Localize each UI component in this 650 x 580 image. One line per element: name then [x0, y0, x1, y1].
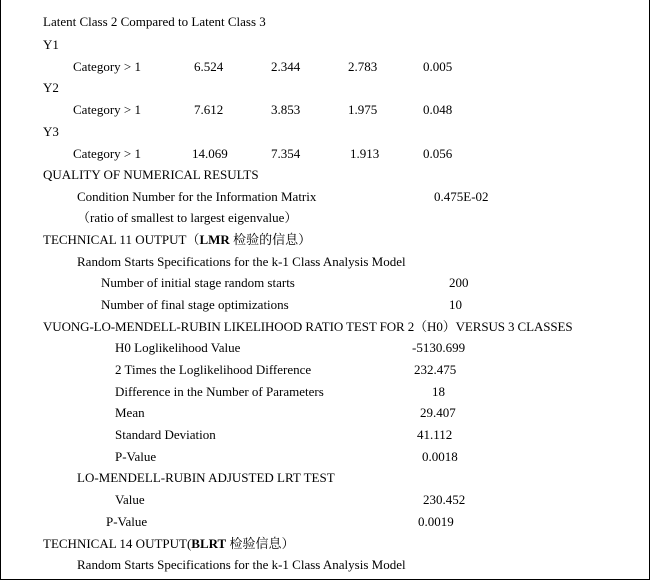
technical-14-suffix: 检验信息） — [226, 536, 295, 551]
est-se-value: 2.783 — [348, 59, 378, 74]
initial-starts-value: 200 — [449, 275, 469, 290]
p-value-value: 0.0018 — [422, 449, 458, 464]
condition-number-value: 0.475E-02 — [434, 189, 489, 204]
category-label: Category > 1 — [73, 146, 141, 161]
h0-loglikelihood-value: -5130.699 — [412, 340, 466, 355]
estimate-value: 7.612 — [194, 102, 224, 117]
adjusted-value-label: Value — [115, 492, 145, 507]
adjusted-p-value-label: P-Value — [106, 514, 148, 529]
quality-heading: QUALITY OF NUMERICAL RESULTS — [43, 167, 259, 182]
adjusted-p-value-value: 0.0019 — [418, 514, 454, 529]
ratio-note: （ratio of smallest to largest eigenvalue） — [77, 210, 298, 225]
category-label: Category > 1 — [73, 59, 141, 74]
technical-11-suffix: 检验的信息） — [229, 232, 312, 247]
sd-value: 41.112 — [417, 427, 453, 442]
technical-14-heading — [43, 536, 295, 552]
condition-number-label: Condition Number for the Information Matrix — [77, 189, 317, 204]
se-value: 2.344 — [271, 59, 301, 74]
p-value: 0.048 — [423, 102, 453, 117]
technical-11-prefix: TECHNICAL 11 OUTPUT（ — [43, 232, 200, 247]
final-optimizations-label: Number of final stage optimizations — [101, 297, 289, 312]
se-value: 7.354 — [271, 146, 301, 161]
p-value-label: P-Value — [115, 449, 157, 464]
adjusted-value-value: 230.452 — [423, 492, 466, 507]
technical-14-prefix: TECHNICAL 14 OUTPUT( — [43, 536, 192, 551]
adjusted-lrt-heading: LO-MENDELL-RUBIN ADJUSTED LRT TEST — [77, 470, 335, 485]
final-optimizations-value: 10 — [449, 297, 462, 312]
p-value: 0.005 — [423, 59, 453, 74]
estimate-value: 14.069 — [192, 146, 228, 161]
loglikelihood-diff-label: 2 Times the Loglikelihood Difference — [115, 362, 312, 377]
loglikelihood-diff-value: 232.475 — [414, 362, 457, 377]
sd-label: Standard Deviation — [115, 427, 216, 442]
estimate-value: 6.524 — [194, 59, 224, 74]
variable-label-y2: Y2 — [43, 80, 59, 95]
se-value: 3.853 — [271, 102, 301, 117]
vlmr-heading: VUONG-LO-MENDELL-RUBIN LIKELIHOOD RATIO TEST FOR 2（H0）VERSUS 3 CLASSES — [43, 319, 573, 334]
random-starts-spec: Random Starts Specifications for the k-1 Class Analysis Model — [77, 557, 406, 572]
random-starts-spec: Random Starts Specifications for the k-1 Class Analysis Model — [77, 254, 406, 269]
technical-11-heading — [43, 232, 311, 248]
h0-loglikelihood-label: H0 Loglikelihood Value — [115, 340, 241, 355]
param-diff-label: Difference in the Number of Parameters — [115, 384, 324, 399]
p-value: 0.056 — [423, 146, 453, 161]
mean-label: Mean — [115, 405, 145, 420]
variable-label-y1: Y1 — [43, 37, 59, 52]
blrt-label: BLRT — [191, 536, 227, 551]
mean-value: 29.407 — [420, 405, 456, 420]
param-diff-value: 18 — [432, 384, 445, 399]
lmr-label: LMR — [199, 232, 230, 247]
est-se-value: 1.975 — [348, 102, 378, 117]
section-heading: Latent Class 2 Compared to Latent Class 3 — [43, 14, 266, 29]
est-se-value: 1.913 — [350, 146, 380, 161]
variable-label-y3: Y3 — [43, 124, 59, 139]
initial-starts-label: Number of initial stage random starts — [101, 275, 295, 290]
category-label: Category > 1 — [73, 102, 141, 117]
